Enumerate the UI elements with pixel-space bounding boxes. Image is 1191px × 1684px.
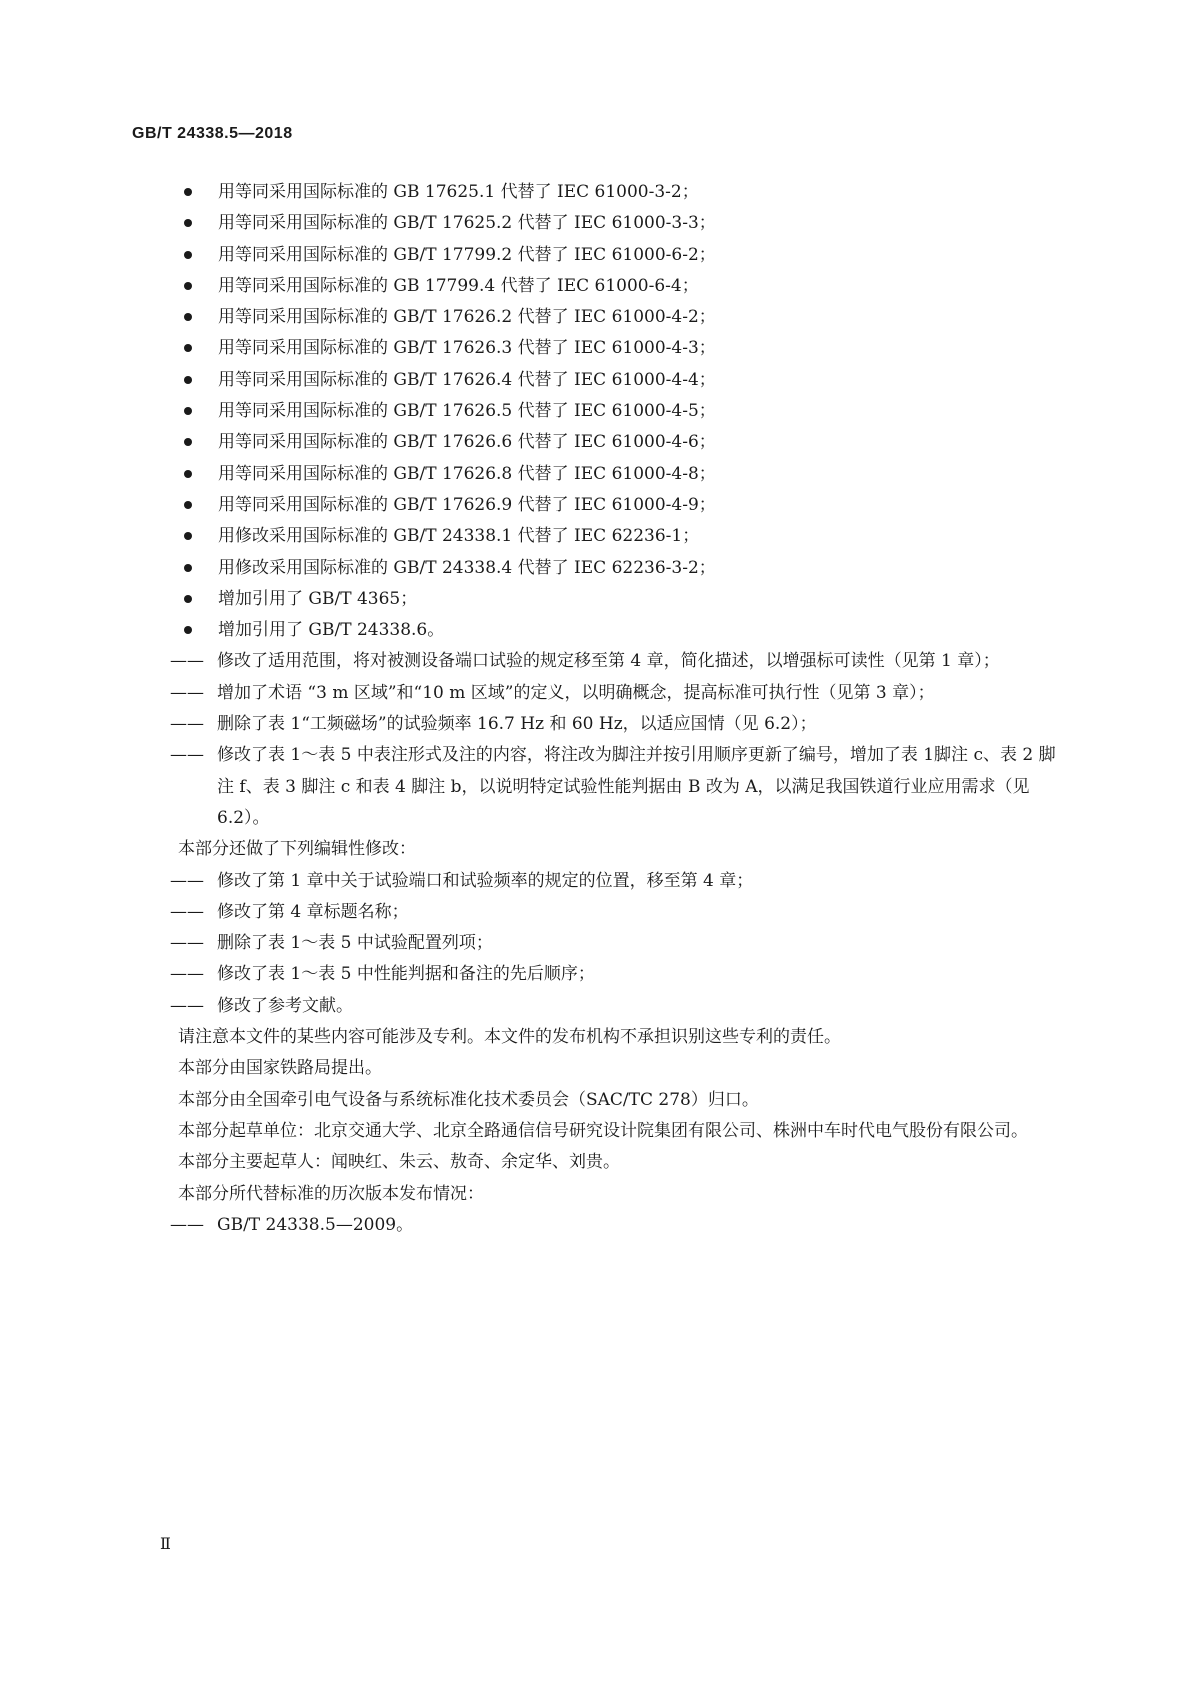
bullet-icon bbox=[184, 251, 192, 259]
list-item: 用修改采用国际标准的 GB/T 24338.4 代替了 IEC 62236-3-2； bbox=[218, 553, 1062, 584]
list-item: 增加引用了 GB/T 4365； bbox=[218, 584, 1062, 615]
editorial-intro: 本部分还做了下列编辑性修改： bbox=[178, 839, 416, 860]
list-item: 用等同采用国际标准的 GB/T 17626.5 代替了 IEC 61000-4-5； bbox=[218, 396, 1062, 427]
dash-item: —— 修改了第 4 章标题名称； bbox=[170, 901, 409, 922]
history-intro: 本部分所代替标准的历次版本发布情况： bbox=[178, 1183, 484, 1204]
list-item: 用等同采用国际标准的 GB/T 17626.9 代替了 IEC 61000-4-9； bbox=[218, 490, 1062, 521]
list-item: 用等同采用国际标准的 GB/T 17626.4 代替了 IEC 61000-4-4； bbox=[218, 365, 1062, 396]
bullet-icon bbox=[184, 626, 192, 634]
list-item: 用等同采用国际标准的 GB/T 17799.2 代替了 IEC 61000-6-2； bbox=[218, 240, 1062, 271]
foreword-content bbox=[170, 177, 1062, 1241]
bullet-icon bbox=[184, 595, 192, 603]
list-item: 用等同采用国际标准的 GB/T 17625.2 代替了 IEC 61000-3-3； bbox=[218, 208, 1062, 239]
committee-statement: 本部分由全国牵引电气设备与系统标准化技术委员会（SAC/TC 278）归口。 bbox=[178, 1089, 759, 1110]
bullet-icon bbox=[184, 188, 192, 196]
list-item: 用等同采用国际标准的 GB/T 17626.3 代替了 IEC 61000-4-3； bbox=[218, 333, 1062, 364]
list-item: 用等同采用国际标准的 GB 17625.1 代替了 IEC 61000-3-2； bbox=[218, 177, 1062, 208]
bullet-icon bbox=[184, 219, 192, 227]
dash-item: —— 修改了第 1 章中关于试验端口和试验频率的规定的位置，移至第 4 章； bbox=[170, 870, 754, 891]
dash-item: —— 修改了参考文献。 bbox=[170, 995, 353, 1016]
dash-item: —— 修改了适用范围，将对被测设备端口试验的规定移至第 4 章，简化描述，以增强标可读性（见第 1 章）； bbox=[170, 651, 1000, 672]
dash-item: —— 修改了表 1～表 5 中性能判据和备注的先后顺序； bbox=[170, 964, 595, 985]
list-item: 用等同采用国际标准的 GB/T 17626.2 代替了 IEC 61000-4-2； bbox=[218, 302, 1062, 333]
history-item: —— GB/T 24338.5—2009。 bbox=[170, 1214, 414, 1235]
bullet-icon bbox=[184, 438, 192, 446]
page-number: Ⅱ bbox=[160, 1534, 171, 1553]
bullet-icon bbox=[184, 313, 192, 321]
proposer-statement: 本部分由国家铁路局提出。 bbox=[178, 1058, 382, 1079]
patent-notice: 请注意本文件的某些内容可能涉及专利。本文件的发布机构不承担识别这些专利的责任。 bbox=[178, 1027, 841, 1048]
editorial-changes bbox=[170, 866, 1062, 1022]
dash-item: —— 删除了表 1“工频磁场”的试验频率 16.7 Hz 和 60 Hz，以适应国情（见 6.2）； bbox=[170, 714, 817, 735]
dash-item: —— 修改了表 1～表 5 中表注形式及注的内容，将注改为脚注并按引用顺序更新了编号，增加了表 1脚注 c、表 2 脚注 f、表 3 脚注 c 和表 4 脚注 b，以说明特定试验性能判据由 B 改为 A，以满足我国铁道行业应用需求（见 6.2）。 bbox=[170, 745, 1056, 828]
drafting-units: 本部分起草单位：北京交通大学、北京全路通信信号研究设计院集团有限公司、株洲中车时代电气股份有限公司。 bbox=[178, 1120, 1028, 1141]
bullet-icon bbox=[184, 344, 192, 352]
drafters: 本部分主要起草人：闻映红、朱云、敖奇、余定华、刘贵。 bbox=[178, 1152, 620, 1173]
list-item: 用等同采用国际标准的 GB/T 17626.6 代替了 IEC 61000-4-6； bbox=[218, 427, 1062, 458]
list-item: 用修改采用国际标准的 GB/T 24338.1 代替了 IEC 62236-1； bbox=[218, 521, 1062, 552]
bullet-icon bbox=[184, 532, 192, 540]
dash-item: —— 删除了表 1～表 5 中试验配置列项； bbox=[170, 933, 493, 954]
document-id-header: GB/T 24338.5—2018 bbox=[132, 125, 293, 142]
list-item: 用等同采用国际标准的 GB 17799.4 代替了 IEC 61000-6-4； bbox=[218, 271, 1062, 302]
bullet-icon bbox=[184, 376, 192, 384]
bullet-icon bbox=[184, 282, 192, 290]
bullet-icon bbox=[184, 407, 192, 415]
replaced-standards-list bbox=[170, 177, 1062, 646]
bullet-icon bbox=[184, 564, 192, 572]
dash-item: —— 增加了术语 “3 m 区域”和“10 m 区域”的定义，以明确概念，提高标准可执行性（见第 3 章）； bbox=[170, 682, 935, 703]
bullet-icon bbox=[184, 501, 192, 509]
list-item: 用等同采用国际标准的 GB/T 17626.8 代替了 IEC 61000-4-8； bbox=[218, 459, 1062, 490]
technical-changes bbox=[170, 646, 1062, 834]
list-item: 增加引用了 GB/T 24338.6。 bbox=[218, 615, 1062, 646]
bullet-icon bbox=[184, 470, 192, 478]
